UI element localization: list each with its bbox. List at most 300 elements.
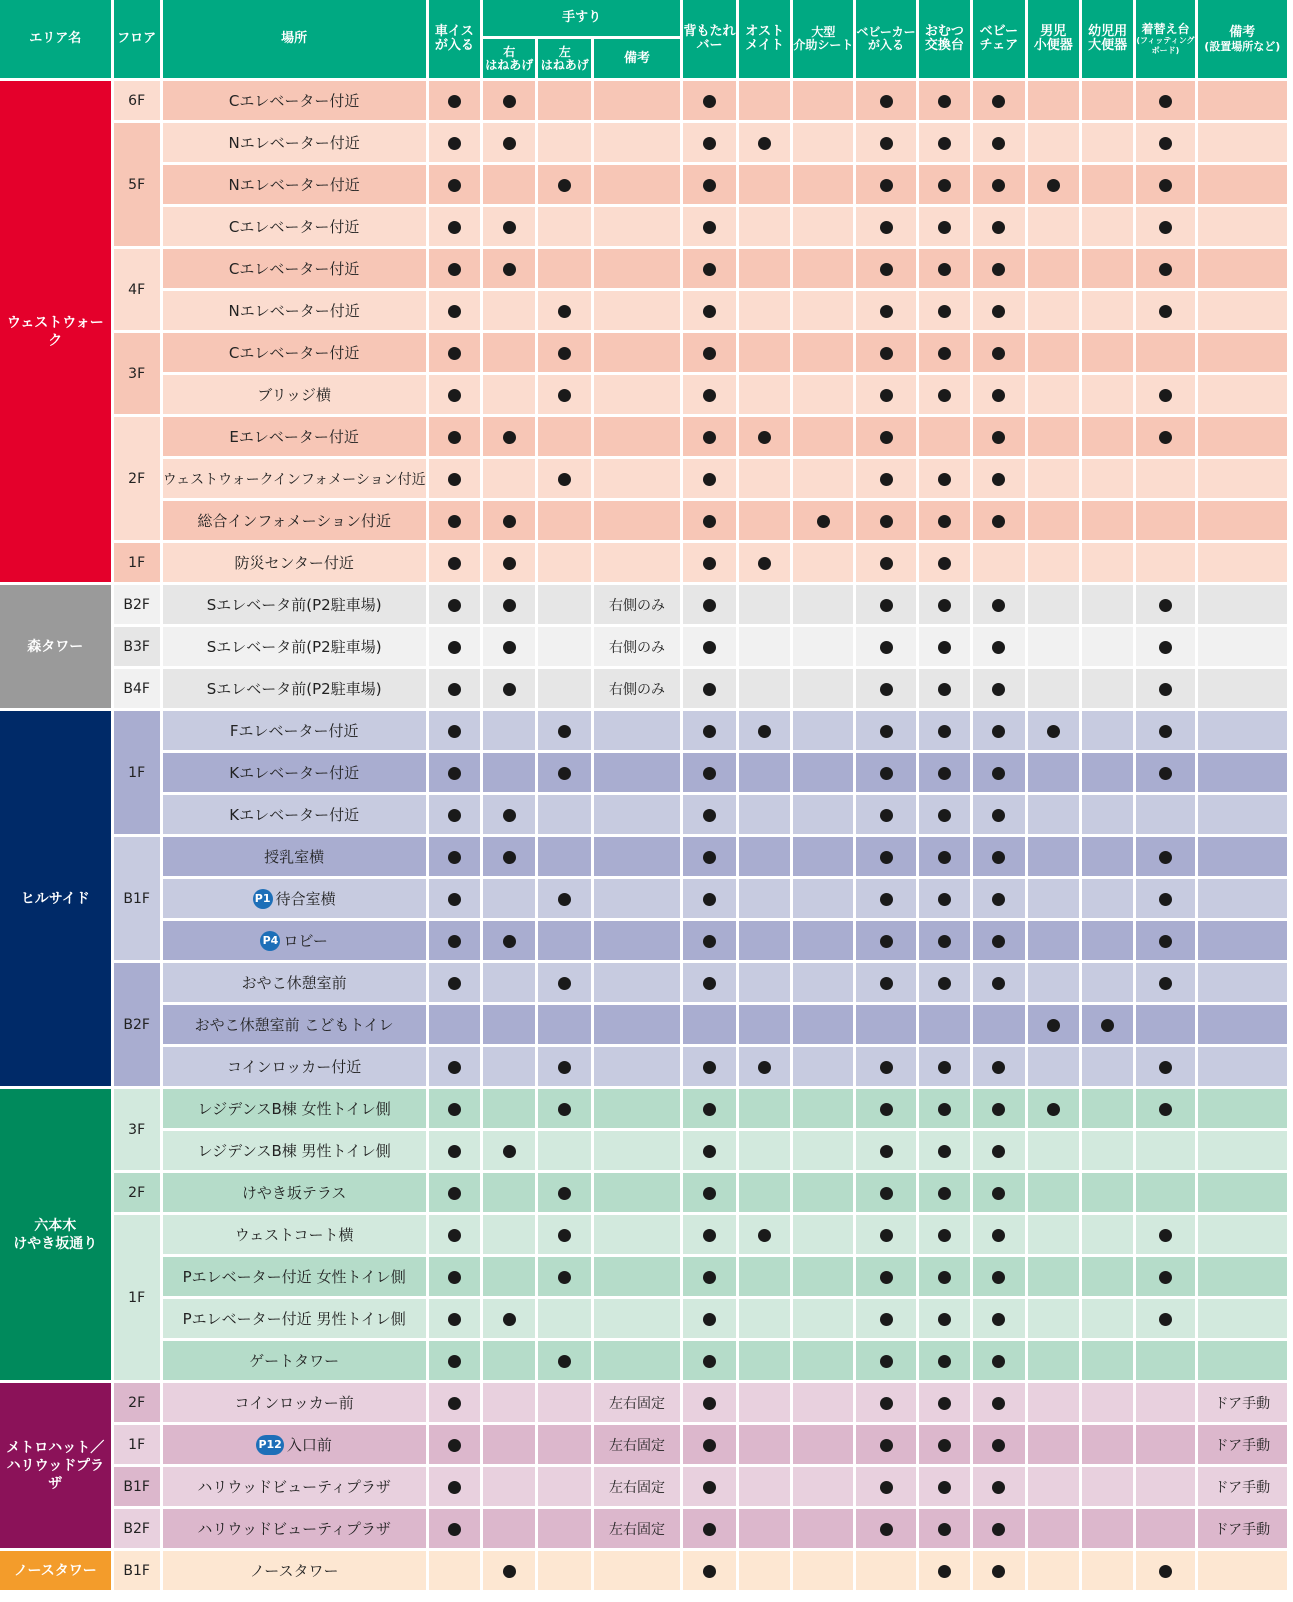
ostomate-cell (739, 1089, 790, 1128)
stroller-cell (856, 585, 915, 624)
kids-toilet-cell (1082, 291, 1133, 330)
baby-chair-cell (973, 627, 1024, 666)
baby-chair-cell (973, 1425, 1024, 1464)
place-label: ハリウッドビューティプラザ (197, 1478, 391, 1496)
remarks-cell (1198, 921, 1287, 960)
diaper-cell (919, 501, 970, 540)
available-dot-icon (938, 725, 951, 738)
available-dot-icon (938, 1523, 951, 1536)
handrail-note-cell (594, 165, 680, 204)
remarks-cell (1198, 417, 1287, 456)
handrail-right-cell (483, 1299, 535, 1338)
place-label: けやき坂テラス (241, 1184, 347, 1202)
available-dot-icon (558, 1061, 571, 1074)
care-sheet-cell (793, 585, 853, 624)
wheelchair-cell (429, 417, 480, 456)
floor-label: B2F (114, 963, 160, 1086)
floor-label: 2F (114, 1383, 160, 1422)
boys-urinal-cell (1028, 669, 1079, 708)
handrail-right-cell (483, 1551, 535, 1590)
available-dot-icon (448, 221, 461, 234)
available-dot-icon (880, 263, 893, 276)
remarks-cell (1198, 1341, 1287, 1380)
available-dot-icon (880, 641, 893, 654)
boys-urinal-cell (1028, 81, 1079, 120)
baby-chair-cell (973, 459, 1024, 498)
available-dot-icon (880, 1229, 893, 1242)
baby-chair-cell (973, 333, 1024, 372)
available-dot-icon (880, 767, 893, 780)
handrail-right-cell (483, 333, 535, 372)
stroller-cell (856, 81, 915, 120)
baby-chair-cell (973, 1383, 1024, 1422)
handrail-note-cell (594, 711, 680, 750)
stroller-cell (856, 1005, 915, 1044)
available-dot-icon (503, 683, 516, 696)
wheelchair-cell (429, 669, 480, 708)
header-care-sheet: 大型 介助シート (793, 0, 853, 78)
kids-toilet-cell (1082, 1131, 1133, 1170)
stroller-cell (856, 165, 915, 204)
backrest-cell (683, 375, 736, 414)
handrail-note-cell (594, 543, 680, 582)
available-dot-icon (938, 1565, 951, 1578)
wheelchair-cell (429, 249, 480, 288)
diaper-cell (919, 627, 970, 666)
remarks-cell (1198, 1047, 1287, 1086)
available-dot-icon (1159, 431, 1172, 444)
baby-chair-cell (973, 1215, 1024, 1254)
handrail-left-cell (538, 1509, 590, 1548)
ostomate-cell (739, 879, 790, 918)
baby-chair-cell (973, 501, 1024, 540)
available-dot-icon (1047, 179, 1060, 192)
available-dot-icon (1159, 893, 1172, 906)
table-row (0, 249, 1287, 288)
available-dot-icon (758, 1229, 771, 1242)
floor-label: 2F (114, 1173, 160, 1212)
place-label: Nエレベーター付近 (228, 302, 360, 320)
wheelchair-cell (429, 1173, 480, 1212)
handrail-note-cell (594, 1551, 680, 1590)
available-dot-icon (938, 1103, 951, 1116)
stroller-cell (856, 1215, 915, 1254)
wheelchair-cell (429, 291, 480, 330)
available-dot-icon (938, 95, 951, 108)
handrail-note-cell (594, 879, 680, 918)
ostomate-cell (739, 1467, 790, 1506)
available-dot-icon (448, 473, 461, 486)
stroller-cell (856, 795, 915, 834)
available-dot-icon (703, 515, 716, 528)
diaper-cell (919, 1257, 970, 1296)
available-dot-icon (938, 1355, 951, 1368)
remarks-cell (1198, 459, 1287, 498)
floor-label: B2F (114, 1509, 160, 1548)
wheelchair-cell (429, 501, 480, 540)
kids-toilet-cell (1082, 1047, 1133, 1086)
available-dot-icon (1159, 725, 1172, 738)
remarks-cell (1198, 963, 1287, 1002)
remarks-cell (1198, 627, 1287, 666)
changing-board-cell (1136, 1257, 1194, 1296)
stroller-cell (856, 921, 915, 960)
available-dot-icon (448, 1397, 461, 1410)
table-row (0, 543, 1287, 582)
care-sheet-cell (793, 1131, 853, 1170)
available-dot-icon (703, 1481, 716, 1494)
ostomate-cell (739, 1005, 790, 1044)
diaper-cell (919, 837, 970, 876)
boys-urinal-cell (1028, 375, 1079, 414)
boys-urinal-cell (1028, 1341, 1079, 1380)
available-dot-icon (703, 263, 716, 276)
available-dot-icon (1159, 305, 1172, 318)
floor-label: B4F (114, 669, 160, 708)
care-sheet-cell (793, 165, 853, 204)
ostomate-cell (739, 1425, 790, 1464)
available-dot-icon (503, 809, 516, 822)
stroller-cell (856, 753, 915, 792)
handrail-left-cell (538, 207, 590, 246)
available-dot-icon (938, 1313, 951, 1326)
area-name: ヒルサイド (0, 711, 111, 1086)
handrail-note-cell (594, 795, 680, 834)
available-dot-icon (703, 1187, 716, 1200)
available-dot-icon (992, 1313, 1005, 1326)
baby-chair-cell (973, 1173, 1024, 1212)
available-dot-icon (992, 473, 1005, 486)
place-label: ゲートタワー (249, 1352, 340, 1370)
header-changing-board: 着替え台 (フィッティング ボード) (1136, 0, 1194, 78)
available-dot-icon (1159, 977, 1172, 990)
available-dot-icon (703, 599, 716, 612)
diaper-cell (919, 1047, 970, 1086)
handrail-right-cell (483, 375, 535, 414)
boys-urinal-cell (1028, 1215, 1079, 1254)
ostomate-cell (739, 1173, 790, 1212)
available-dot-icon (992, 641, 1005, 654)
boys-urinal-cell (1028, 459, 1079, 498)
remarks-cell: ドア手動 (1198, 1383, 1287, 1422)
available-dot-icon (503, 263, 516, 276)
backrest-cell (683, 1131, 736, 1170)
place-label: コインロッカー付近 (227, 1058, 362, 1076)
available-dot-icon (938, 179, 951, 192)
handrail-left-cell (538, 81, 590, 120)
available-dot-icon (992, 515, 1005, 528)
available-dot-icon (880, 1313, 893, 1326)
stroller-cell (856, 711, 915, 750)
available-dot-icon (880, 1439, 893, 1452)
changing-board-cell (1136, 753, 1194, 792)
available-dot-icon (938, 1481, 951, 1494)
kids-toilet-cell (1082, 1005, 1133, 1044)
available-dot-icon (938, 305, 951, 318)
handrail-right-cell (483, 1425, 535, 1464)
ostomate-cell (739, 333, 790, 372)
care-sheet-cell (793, 753, 853, 792)
care-sheet-cell (793, 711, 853, 750)
header-floor: フロア (114, 0, 160, 78)
handrail-note-cell (594, 837, 680, 876)
area-name: ノースタワー (0, 1551, 111, 1590)
available-dot-icon (448, 683, 461, 696)
place-label: おやこ休憩室前 こどもトイレ (194, 1016, 394, 1034)
backrest-cell (683, 459, 736, 498)
handrail-right-cell (483, 249, 535, 288)
stroller-cell (856, 207, 915, 246)
wheelchair-cell (429, 1425, 480, 1464)
available-dot-icon (703, 1313, 716, 1326)
care-sheet-cell (793, 1383, 853, 1422)
remarks-cell (1198, 795, 1287, 834)
available-dot-icon (1159, 1313, 1172, 1326)
kids-toilet-cell (1082, 165, 1133, 204)
available-dot-icon (448, 725, 461, 738)
available-dot-icon (703, 305, 716, 318)
handrail-note-cell (594, 375, 680, 414)
care-sheet-cell (793, 669, 853, 708)
available-dot-icon (938, 977, 951, 990)
boys-urinal-cell (1028, 1299, 1079, 1338)
care-sheet-cell (793, 1047, 853, 1086)
ostomate-cell (739, 795, 790, 834)
handrail-note-cell (594, 123, 680, 162)
boys-urinal-cell (1028, 627, 1079, 666)
handrail-right-cell (483, 1173, 535, 1212)
header-boys-urinal: 男児 小便器 (1028, 0, 1079, 78)
remarks-cell (1198, 1215, 1287, 1254)
kids-toilet-cell (1082, 963, 1133, 1002)
baby-chair-cell (973, 963, 1024, 1002)
wheelchair-cell (429, 1383, 480, 1422)
available-dot-icon (703, 1565, 716, 1578)
wheelchair-cell (429, 459, 480, 498)
available-dot-icon (938, 473, 951, 486)
boys-urinal-cell (1028, 1551, 1079, 1590)
diaper-cell (919, 1131, 970, 1170)
handrail-left-cell (538, 795, 590, 834)
available-dot-icon (558, 473, 571, 486)
handrail-right-cell (483, 585, 535, 624)
place-label: ロビー (283, 931, 328, 950)
available-dot-icon (503, 431, 516, 444)
available-dot-icon (1047, 1103, 1060, 1116)
diaper-cell (919, 1509, 970, 1548)
place-name (163, 291, 426, 330)
available-dot-icon (1159, 1565, 1172, 1578)
care-sheet-cell (793, 123, 853, 162)
place-name (163, 837, 426, 876)
floor-label: B1F (114, 1551, 160, 1590)
available-dot-icon (1101, 1019, 1114, 1032)
table-row (0, 627, 1287, 666)
parking-badge: P12 (256, 1435, 283, 1455)
ostomate-cell (739, 921, 790, 960)
header-kids-toilet: 幼児用 大便器 (1082, 0, 1133, 78)
place-name (163, 1089, 426, 1128)
available-dot-icon (1159, 851, 1172, 864)
available-dot-icon (448, 977, 461, 990)
changing-board-cell (1136, 921, 1194, 960)
stroller-cell (856, 1383, 915, 1422)
ostomate-cell (739, 627, 790, 666)
handrail-note-cell (594, 963, 680, 1002)
available-dot-icon (448, 1523, 461, 1536)
handrail-right-cell (483, 81, 535, 120)
remarks-cell (1198, 375, 1287, 414)
available-dot-icon (938, 599, 951, 612)
table-row (0, 165, 1287, 204)
handrail-right-cell (483, 753, 535, 792)
wheelchair-cell (429, 1257, 480, 1296)
floor-label: 6F (114, 81, 160, 120)
kids-toilet-cell (1082, 1509, 1133, 1548)
handrail-right-cell (483, 1089, 535, 1128)
backrest-cell (683, 249, 736, 288)
available-dot-icon (938, 851, 951, 864)
remarks-cell: ドア手動 (1198, 1467, 1287, 1506)
care-sheet-cell (793, 1551, 853, 1590)
handrail-left-cell (538, 1089, 590, 1128)
available-dot-icon (448, 851, 461, 864)
table-row (0, 669, 1287, 708)
handrail-left-cell (538, 753, 590, 792)
ostomate-cell (739, 585, 790, 624)
handrail-left-cell (538, 543, 590, 582)
kids-toilet-cell (1082, 669, 1133, 708)
changing-board-cell (1136, 291, 1194, 330)
place-label: Sエレベータ前(P2駐車場) (206, 596, 382, 614)
ostomate-cell (739, 291, 790, 330)
available-dot-icon (938, 1439, 951, 1452)
floor-label: 4F (114, 249, 160, 330)
available-dot-icon (880, 431, 893, 444)
kids-toilet-cell (1082, 1299, 1133, 1338)
kids-toilet-cell (1082, 1383, 1133, 1422)
stroller-cell (856, 1257, 915, 1296)
place-name (163, 333, 426, 372)
table-row (0, 1173, 1287, 1212)
backrest-cell (683, 81, 736, 120)
available-dot-icon (938, 515, 951, 528)
backrest-cell (683, 921, 736, 960)
ostomate-cell (739, 81, 790, 120)
changing-board-cell (1136, 1131, 1194, 1170)
baby-chair-cell (973, 1299, 1024, 1338)
backrest-cell (683, 837, 736, 876)
place-label: Cエレベーター付近 (228, 92, 360, 110)
wheelchair-cell (429, 753, 480, 792)
available-dot-icon (448, 809, 461, 822)
backrest-cell (683, 1467, 736, 1506)
available-dot-icon (503, 641, 516, 654)
baby-chair-cell (973, 879, 1024, 918)
available-dot-icon (1159, 389, 1172, 402)
place-name (163, 879, 426, 918)
place-name (163, 1131, 426, 1170)
available-dot-icon (938, 893, 951, 906)
ostomate-cell (739, 207, 790, 246)
handrail-right-cell (483, 1383, 535, 1422)
diaper-cell (919, 81, 970, 120)
boys-urinal-cell (1028, 249, 1079, 288)
place-label: Cエレベーター付近 (228, 260, 360, 278)
baby-chair-cell (973, 1005, 1024, 1044)
available-dot-icon (1159, 95, 1172, 108)
handrail-left-cell (538, 333, 590, 372)
available-dot-icon (558, 1103, 571, 1116)
backrest-cell (683, 1047, 736, 1086)
table-row (0, 1425, 1287, 1464)
ostomate-cell (739, 669, 790, 708)
available-dot-icon (992, 683, 1005, 696)
backrest-cell (683, 1173, 736, 1212)
available-dot-icon (992, 1187, 1005, 1200)
available-dot-icon (703, 767, 716, 780)
boys-urinal-cell (1028, 501, 1079, 540)
care-sheet-cell (793, 1299, 853, 1338)
kids-toilet-cell (1082, 1467, 1133, 1506)
handrail-left-cell (538, 1047, 590, 1086)
handrail-right-cell (483, 711, 535, 750)
available-dot-icon (1159, 263, 1172, 276)
available-dot-icon (938, 683, 951, 696)
floor-label: B1F (114, 1467, 160, 1506)
available-dot-icon (992, 725, 1005, 738)
diaper-cell (919, 1341, 970, 1380)
place-name (163, 963, 426, 1002)
handrail-left-cell (538, 1173, 590, 1212)
available-dot-icon (938, 263, 951, 276)
kids-toilet-cell (1082, 627, 1133, 666)
care-sheet-cell (793, 1257, 853, 1296)
changing-board-cell (1136, 627, 1194, 666)
available-dot-icon (880, 977, 893, 990)
place-label: Fエレベーター付近 (229, 722, 359, 740)
ostomate-cell (739, 417, 790, 456)
changing-board-cell (1136, 1215, 1194, 1254)
handrail-right-cell (483, 1509, 535, 1548)
available-dot-icon (448, 431, 461, 444)
stroller-cell (856, 1131, 915, 1170)
stroller-cell (856, 669, 915, 708)
baby-chair-cell (973, 753, 1024, 792)
available-dot-icon (992, 599, 1005, 612)
changing-board-cell (1136, 1005, 1194, 1044)
available-dot-icon (817, 515, 830, 528)
available-dot-icon (758, 1061, 771, 1074)
handrail-right-cell (483, 1257, 535, 1296)
available-dot-icon (758, 137, 771, 150)
kids-toilet-cell (1082, 711, 1133, 750)
available-dot-icon (448, 1439, 461, 1452)
remarks-cell (1198, 249, 1287, 288)
table-row (0, 1467, 1287, 1506)
diaper-cell (919, 1467, 970, 1506)
remarks-cell: ドア手動 (1198, 1425, 1287, 1464)
handrail-note-cell: 左右固定 (594, 1383, 680, 1422)
handrail-note-cell (594, 753, 680, 792)
available-dot-icon (448, 137, 461, 150)
available-dot-icon (503, 221, 516, 234)
available-dot-icon (703, 1271, 716, 1284)
header-area: エリア名 (0, 0, 111, 78)
remarks-cell (1198, 1131, 1287, 1170)
care-sheet-cell (793, 1089, 853, 1128)
wheelchair-cell (429, 1509, 480, 1548)
